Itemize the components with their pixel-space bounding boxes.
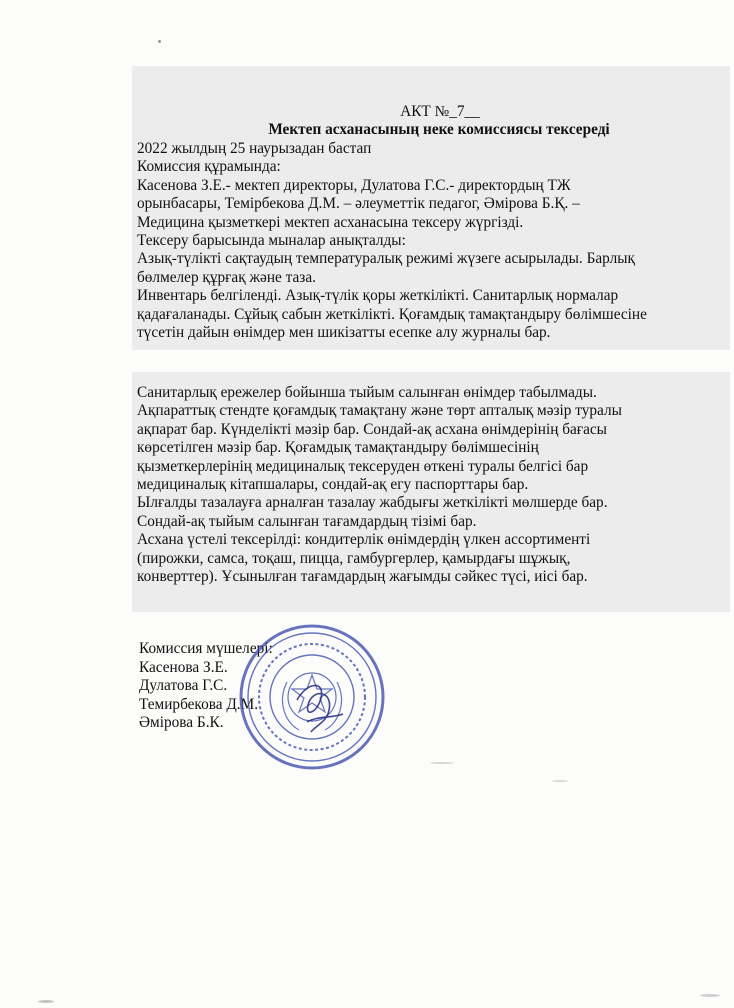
signature-name: Касенова З.Е.	[139, 658, 228, 676]
scan-speck	[552, 780, 568, 782]
signature-name: Дулатова Г.С.	[139, 677, 228, 695]
text-line: қадағаланады. Сұйық сабын жеткілікті. Қоғамдық тамақтандыру бөлімшесіне	[137, 305, 647, 323]
text-line: Ақпараттық стендте қоғамдық тамақтану және төрт апталық мәзір туралы	[137, 402, 622, 420]
scan-speck	[700, 994, 720, 997]
paragraph-findings-1	[137, 140, 727, 342]
text-line: (пирожки, самса, тоқаш, пицца, гамбургерлер, қамырдағы шұжық,	[137, 549, 571, 567]
scan-speck	[430, 762, 454, 764]
text-line: Инвентарь белгіленді. Азық-түлік қоры жеткілікті. Санитарлық нормалар	[137, 287, 619, 305]
text-line: Санитарлық ережелер бойынша тыйым салынған өнімдер табылмады.	[137, 384, 597, 401]
text-line: Комиссия құрамында:	[137, 158, 281, 176]
text-line: медициналық кітапшалары, сондай-ақ егу паспорттары бар.	[137, 476, 529, 494]
text-line: ақпарат бар. Күнделікті мәзір бар. Сондай-ақ асхана өнімдерінің бағасы	[137, 420, 607, 438]
act-title: АКТ №_7__	[400, 103, 480, 120]
text-line: көрсетілген мәзір бар. Қоғамдық тамақтандыру бөлімшесінің	[137, 439, 539, 457]
signature-name: Әмірова Б.К.	[139, 714, 224, 732]
text-line: Тексеру барысында мыналар анықталды:	[137, 232, 406, 250]
scan-speck	[158, 40, 161, 43]
signature-name: Темирбекова Д.М.	[139, 695, 259, 713]
text-line: Ылғалды тазалауға арналған тазалау жабдығы жеткілікті мөлшерде бар.	[137, 494, 608, 512]
text-line: түсетін дайын өнімдер мен шикізатты есепке алу журналы бар.	[137, 324, 551, 342]
scan-speck	[38, 1000, 54, 1003]
text-line: қызметкерлерінің медициналық тексеруден өткені туралы белгісі бар	[137, 457, 589, 475]
text-line: бөлмелер құрғақ және таза.	[137, 268, 316, 286]
text-line: Асхана үстелі тексерілді: кондитерлік өнімдердің үлкен ассортименті	[137, 531, 591, 549]
text-line: конверттер). Ұсынылған тағамдардың жағымды сәйкес түсі, иісі бар.	[137, 568, 588, 586]
text-line: Сондай-ақ тыйым салынған тағамдардың тізімі бар.	[137, 512, 477, 530]
official-round-seal-icon	[237, 622, 387, 772]
text-line: Медицина қызметкері мектеп асханасына тексеру жүргізді.	[137, 213, 524, 231]
text-line: Касенова З.Е.- мектеп директоры, Дулатова Г.С.- директордың ТЖ	[137, 176, 571, 194]
text-line: 2022 жылдың 25 наурызадан бастап	[137, 140, 372, 157]
signature-heading: Комиссия мүшелері:	[139, 640, 273, 657]
text-line: Азық-түлікті сақтаудың температуралық режимі жүзеге асырылады. Барлық	[137, 250, 635, 268]
paragraph-findings-2	[137, 384, 727, 586]
document-subtitle: Мектеп асханасының неке комиссиясы тексереді	[268, 121, 610, 138]
text-line: орынбасары, Темірбекова Д.М. – әлеуметтік педагог, Әмірова Б.Қ. –	[137, 195, 580, 213]
